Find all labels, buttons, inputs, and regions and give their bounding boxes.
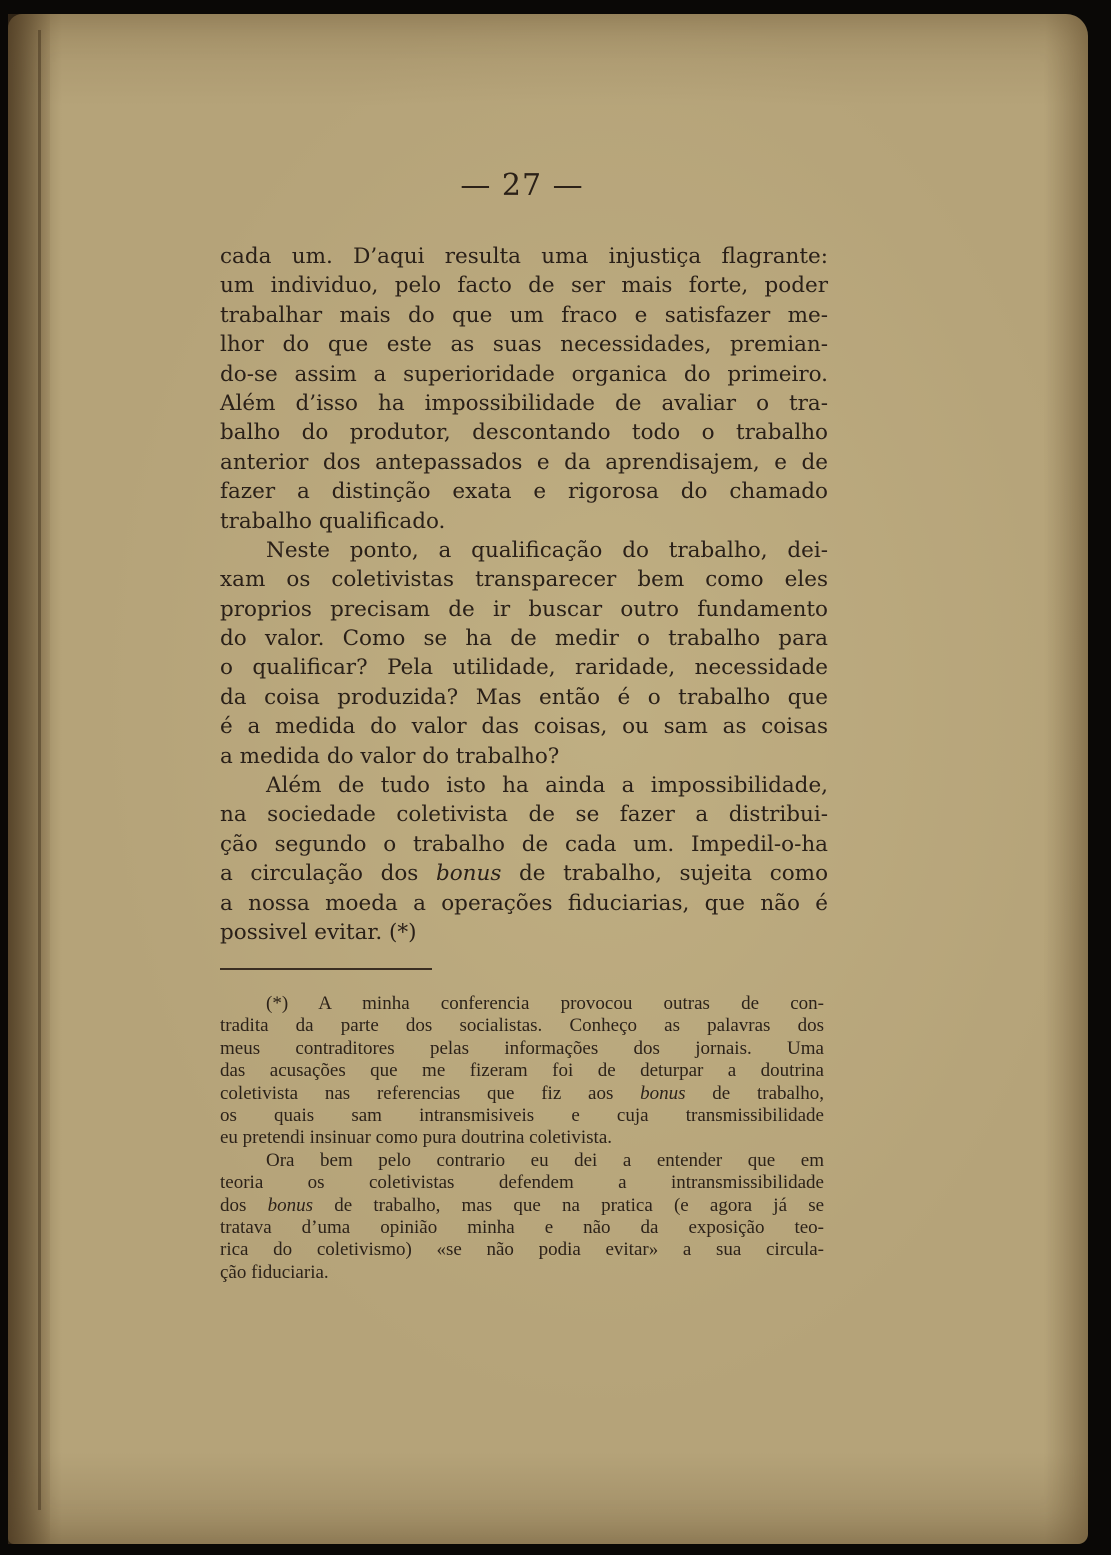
page-fold-line xyxy=(38,30,41,1510)
body-line: um individuo, pelo facto de ser mais forte, poder xyxy=(220,273,828,299)
footnote-segment: dos xyxy=(220,1194,247,1216)
body-line: trabalhar mais do que um fraco e satisfazer me- xyxy=(220,302,828,328)
footnote-line-with-italic xyxy=(220,1083,824,1105)
footnote-divider xyxy=(220,968,432,970)
footnote-segment: de trabalho, xyxy=(712,1082,824,1104)
footnote-line: eu pretendi insinuar como pura doutrina coletivista. xyxy=(220,1127,613,1149)
body-line: da coisa produzida? Mas então é o trabalho que xyxy=(220,684,828,710)
footnote xyxy=(220,993,824,1284)
body-line: anterior dos antepassados e da aprendisajem, e de xyxy=(220,449,828,475)
footnote-line: tratava d’uma opinião minha e não da exposição teo- xyxy=(220,1216,824,1238)
body-line: cada um. D’aqui resulta uma injustiça flagrante: xyxy=(220,244,828,269)
body-line: proprios precisam de ir buscar outro fundamento xyxy=(220,596,828,622)
body-line: trabalho qualificado. xyxy=(220,508,446,534)
footnote-line-with-italic xyxy=(220,1195,824,1217)
paragraph-start-line: Além de tudo isto ha ainda a impossibilidade, xyxy=(266,773,828,799)
footnote-segment: de trabalho, mas que na pratica (e agora já se xyxy=(334,1194,825,1216)
paragraph-start-line: Neste ponto, a qualificação do trabalho, dei- xyxy=(266,537,828,563)
page-spine-shadow xyxy=(8,14,50,1544)
body-line: possivel evitar. (*) xyxy=(220,919,417,945)
footnote-segment: coletivista nas referencias que fiz aos xyxy=(220,1082,614,1104)
footnote-line: Ora bem pelo contrario eu dei a entender que em xyxy=(266,1149,824,1171)
footnote-line: (*) A minha conferencia provocou outras de con- xyxy=(266,993,824,1014)
footnote-line: os quais sam intransmisiveis e cuja transmissibilidade xyxy=(220,1104,824,1126)
body-line: balho do produtor, descontando todo o trabalho xyxy=(220,420,828,446)
body-line: o qualificar? Pela utilidade, raridade, necessidade xyxy=(220,655,828,681)
body-line: a nossa moeda a operações fiduciarias, que não é xyxy=(220,890,828,916)
footnote-line: meus contraditores pelas informações dos jornais. Uma xyxy=(220,1037,824,1059)
body-line: lhor do que este as suas necessidades, premian- xyxy=(220,332,828,358)
body-line: do-se assim a superioridade organica do primeiro. xyxy=(220,361,828,387)
body-segment: a circulação dos xyxy=(220,861,419,887)
body-line: fazer a distinção exata e rigorosa do chamado xyxy=(220,479,828,505)
italic-word: bonus xyxy=(640,1082,686,1104)
footnote-line: tradita da parte dos socialistas. Conheço as palavras dos xyxy=(220,1015,824,1037)
page-number: — 27 — xyxy=(460,168,584,203)
body-line: a medida do valor do trabalho? xyxy=(220,743,560,769)
body-line: na sociedade coletivista de se fazer a distribui- xyxy=(220,802,828,828)
body-segment: de trabalho, sujeita como xyxy=(519,861,829,887)
footnote-line: das acusações que me fizeram foi de deturpar a doutrina xyxy=(220,1060,824,1082)
body-line: Além d’isso ha impossibilidade de avaliar o tra- xyxy=(220,390,828,416)
footnote-line: rica do coletivismo) «se não podia evitar» a sua circula- xyxy=(220,1239,824,1261)
italic-word: bonus xyxy=(267,1194,314,1216)
body-text xyxy=(220,242,828,947)
footnote-line: ção fiduciaria. xyxy=(220,1261,329,1283)
italic-word: bonus xyxy=(435,861,502,887)
body-line-with-italic xyxy=(220,859,828,888)
body-line: xam os coletivistas transparecer bem como eles xyxy=(220,567,828,593)
footnote-line: teoria os coletivistas defendem a intransmissibilidade xyxy=(220,1172,824,1194)
body-line: ção segundo o trabalho de cada um. Impedil-o-ha xyxy=(220,831,828,857)
body-line: do valor. Como se ha de medir o trabalho para xyxy=(220,626,828,652)
body-line: é a medida do valor das coisas, ou sam as coisas xyxy=(220,714,828,740)
